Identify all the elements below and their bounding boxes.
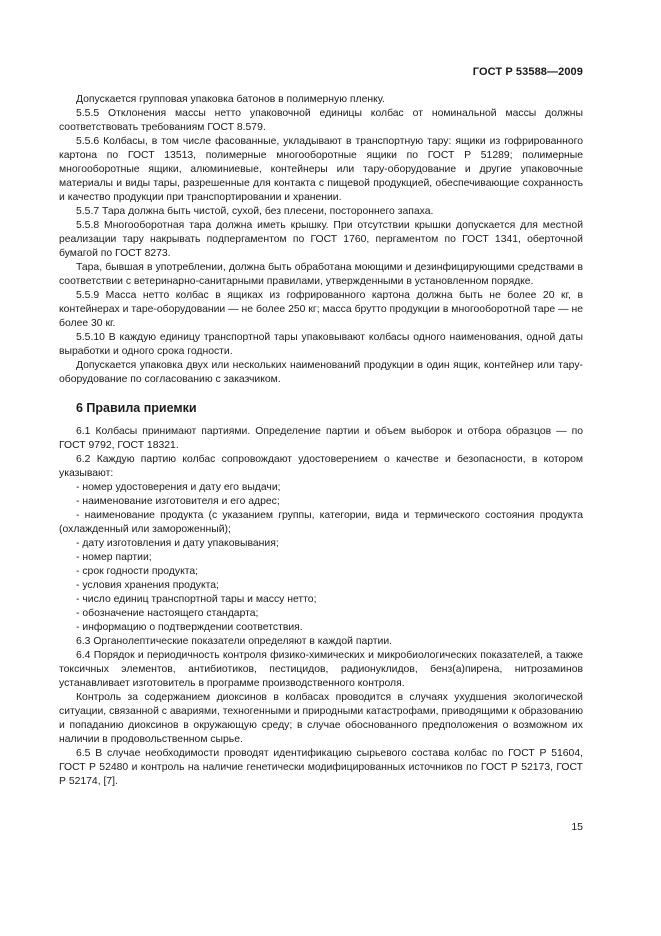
paragraph: Контроль за содержанием диоксинов в колбасах проводится в случаях ухудшения экологической ситуации, связанной с авариями, техногенными и природными катастрофами, приводящими к образованию и попаданию диоксинов в окружающую среду; в случае обоснованного предположения о возможном их наличии в продовольственном сырье. [59,692,584,745]
paragraph: 5.5.6 Колбасы, в том числе фасованные, укладывают в транспортную тару: ящики из гофрированного картона по ГОСТ 13513, полимерные многооборотные ящики по ГОСТ Р 51289; полимерные многооборотные ящики, алюминиевые, контейнеры или тару-оборудование и другие упаковочные материалы и виды тары, разрешенные для контакта с пищевой продукцией, обеспечивающие сохранность и качество продукции при транспортировании и хранении. [59,136,583,203]
document-body [59,93,583,789]
list-item: - информацию о подтверждении соответствия. [76,622,303,633]
paragraph: 6.4 Порядок и периодичность контроля физико-химических и микробиологических показателей, а также токсичных элементов, антибиотиков, пестицидов, радионуклидов, бенз(а)пирена, нитрозаминов устанавливает изготовитель в программе производственного контроля. [59,650,583,689]
paragraph: Тара, бывшая в употреблении, должна быть обработана моющими и дезинфицирующими средствами в соответствии с ветеринарно-санитарными правилами, утвержденными в установленном порядке. [59,262,583,287]
paragraph: Допускается групповая упаковка батонов в полимерную пленку. [76,94,385,105]
document-code-header: ГОСТ Р 53588—2009 [472,66,583,78]
paragraph: 5.5.7 Тара должна быть чистой, сухой, без плесени, постороннего запаха. [76,206,434,217]
page-number: 15 [571,821,583,833]
list-item: - наименование изготовителя и его адрес; [76,496,280,507]
list-item: - дату изготовления и дату упаковывания; [76,538,279,549]
list-item: - срок годности продукта; [76,566,199,577]
list-item: - условия хранения продукта; [76,580,219,591]
paragraph: 6.2 Каждую партию колбас сопровождают удостоверением о качестве и безопасности, в котором указывают: [59,454,583,479]
paragraph: 5.5.5 Отклонения массы нетто упаковочной единицы колбас от номинальной массы должны соответствовать требованиям ГОСТ 8.579. [59,108,583,133]
paragraph: 5.5.10 В каждую единицу транспортной тары упаковывают колбасы одного наименования, одной даты выработки и одного срока годности. [59,332,583,357]
list-item: - наименование продукта (с указанием группы, категории, вида и термического состояния продукта (охлажденный или замороженный); [59,510,583,535]
paragraph: 6.3 Органолептические показатели определяют в каждой партии. [76,636,393,647]
list-item: - обозначение настоящего стандарта; [76,608,259,619]
list-item: - номер удостоверения и дату его выдачи; [76,482,281,493]
list-item: - число единиц транспортной тары и массу нетто; [76,594,317,605]
paragraph: 5.5.8 Многооборотная тара должна иметь крышку. При отсутствии крышки допускается для местной реализации тару накрывать подпергаментом по ГОСТ 1760, пергаментом по ГОСТ 1341, оберточной бумагой по ГОСТ 8273. [59,220,583,259]
section-heading: 6 Правила приемки [76,401,197,415]
paragraph: 6.5 В случае необходимости проводят идентификацию сырьевого состава колбас по ГОСТ Р 51604, ГОСТ Р 52480 и контроль на наличие генетически модифицированных источников по ГОСТ Р 52173, ГОСТ Р 52174, [7]. [59,748,583,787]
paragraph: 6.1 Колбасы принимают партиями. Определение партии и объем выборок и отбора образцов — по ГОСТ 9792, ГОСТ 18321. [59,426,583,451]
paragraph: Допускается упаковка двух или нескольких наименований продукции в один ящик, контейнер или тару-оборудование по согласованию с заказчиком. [59,360,583,385]
paragraph: 5.5.9 Масса нетто колбас в ящиках из гофрированного картона должна быть не более 20 кг, в контейнерах и таре-оборудовании — не более 250 кг; масса брутто продукции в многооборотной таре — не более 30 кг. [59,290,583,329]
list-item: - номер партии; [76,552,152,563]
